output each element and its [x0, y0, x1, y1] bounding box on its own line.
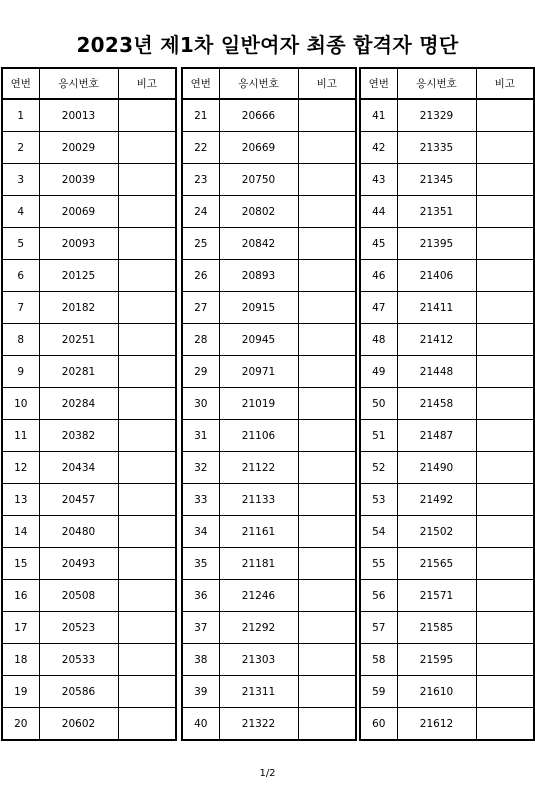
cell-exam-no: 21585 [397, 612, 476, 644]
table-row [360, 708, 534, 741]
table-row [182, 516, 356, 548]
table-row [182, 196, 356, 228]
cell-seq: 43 [360, 164, 397, 196]
page-title: 2023년 제1차 일반여자 최종 합격자 명단 [76, 33, 459, 57]
cell-seq: 4 [2, 196, 39, 228]
cell-remarks [118, 99, 176, 132]
cell-exam-no: 20586 [39, 676, 118, 708]
table-row [360, 580, 534, 612]
cell-exam-no: 20069 [39, 196, 118, 228]
cell-exam-no: 21181 [219, 548, 298, 580]
cell-exam-no: 20533 [39, 644, 118, 676]
cell-exam-no: 21595 [397, 644, 476, 676]
cell-remarks [118, 708, 176, 741]
cell-exam-no: 21406 [397, 260, 476, 292]
cell-exam-no: 21351 [397, 196, 476, 228]
cell-remarks [118, 228, 176, 260]
cell-remarks [476, 548, 534, 580]
cell-remarks [476, 644, 534, 676]
table-row [2, 228, 176, 260]
cell-exam-no: 20480 [39, 516, 118, 548]
table-row [360, 548, 534, 580]
cell-exam-no: 20493 [39, 548, 118, 580]
cell-remarks [298, 676, 356, 708]
header-exam-no: 응시번호 [219, 68, 298, 99]
cell-seq: 7 [2, 292, 39, 324]
table-row [360, 388, 534, 420]
cell-seq: 49 [360, 356, 397, 388]
cell-remarks [298, 420, 356, 452]
table-row [2, 516, 176, 548]
cell-seq: 18 [2, 644, 39, 676]
cell-remarks [118, 644, 176, 676]
table-row [182, 99, 356, 132]
cell-remarks [118, 676, 176, 708]
cell-seq: 35 [182, 548, 219, 580]
cell-remarks [118, 292, 176, 324]
cell-seq: 1 [2, 99, 39, 132]
table-row [182, 676, 356, 708]
cell-seq: 25 [182, 228, 219, 260]
table-row [360, 452, 534, 484]
cell-exam-no: 21411 [397, 292, 476, 324]
table-row [182, 548, 356, 580]
table-row [182, 292, 356, 324]
cell-seq: 31 [182, 420, 219, 452]
cell-seq: 30 [182, 388, 219, 420]
cell-seq: 10 [2, 388, 39, 420]
cell-remarks [298, 580, 356, 612]
cell-remarks [476, 196, 534, 228]
cell-remarks [476, 228, 534, 260]
cell-exam-no: 21106 [219, 420, 298, 452]
table-row [360, 132, 534, 164]
cell-seq: 59 [360, 676, 397, 708]
cell-seq: 39 [182, 676, 219, 708]
table-row [2, 132, 176, 164]
cell-remarks [298, 356, 356, 388]
cell-exam-no: 21612 [397, 708, 476, 741]
cell-remarks [118, 452, 176, 484]
table-row [360, 356, 534, 388]
cell-remarks [298, 484, 356, 516]
cell-exam-no: 20508 [39, 580, 118, 612]
cell-remarks [476, 292, 534, 324]
table-row [2, 356, 176, 388]
cell-remarks [298, 196, 356, 228]
table-row [182, 324, 356, 356]
results-table-3 [359, 67, 535, 741]
cell-seq: 42 [360, 132, 397, 164]
table-row [360, 676, 534, 708]
cell-exam-no: 21246 [219, 580, 298, 612]
cell-remarks [476, 324, 534, 356]
table-row [182, 420, 356, 452]
cell-seq: 19 [2, 676, 39, 708]
page-number: 1/2 [259, 768, 276, 779]
cell-seq: 56 [360, 580, 397, 612]
table-row [2, 612, 176, 644]
table-row [182, 132, 356, 164]
table-row [360, 484, 534, 516]
cell-seq: 12 [2, 452, 39, 484]
cell-exam-no: 21133 [219, 484, 298, 516]
cell-exam-no: 20893 [219, 260, 298, 292]
table-row [182, 260, 356, 292]
table-row [360, 228, 534, 260]
cell-remarks [298, 612, 356, 644]
cell-remarks [476, 164, 534, 196]
cell-remarks [118, 356, 176, 388]
cell-remarks [298, 99, 356, 132]
cell-remarks [298, 324, 356, 356]
table-row [182, 164, 356, 196]
table-row [182, 356, 356, 388]
cell-exam-no: 20284 [39, 388, 118, 420]
table-row [182, 228, 356, 260]
cell-exam-no: 21303 [219, 644, 298, 676]
cell-remarks [476, 484, 534, 516]
table-row [2, 644, 176, 676]
table-row [2, 292, 176, 324]
results-table-2 [181, 67, 357, 741]
cell-exam-no: 20093 [39, 228, 118, 260]
cell-exam-no: 21329 [397, 99, 476, 132]
table-row [182, 612, 356, 644]
cell-remarks [118, 580, 176, 612]
cell-remarks [118, 388, 176, 420]
cell-exam-no: 21019 [219, 388, 298, 420]
cell-exam-no: 21412 [397, 324, 476, 356]
cell-seq: 13 [2, 484, 39, 516]
table-row [182, 484, 356, 516]
cell-exam-no: 20602 [39, 708, 118, 741]
cell-exam-no: 21565 [397, 548, 476, 580]
cell-seq: 20 [2, 708, 39, 741]
table-row [2, 260, 176, 292]
cell-exam-no: 20125 [39, 260, 118, 292]
cell-exam-no: 20281 [39, 356, 118, 388]
table-header-row [182, 68, 356, 99]
cell-exam-no: 20971 [219, 356, 298, 388]
table-row [360, 99, 534, 132]
table-row [2, 196, 176, 228]
cell-seq: 50 [360, 388, 397, 420]
cell-exam-no: 20915 [219, 292, 298, 324]
cell-remarks [118, 612, 176, 644]
cell-seq: 8 [2, 324, 39, 356]
cell-remarks [476, 580, 534, 612]
cell-exam-no: 21161 [219, 516, 298, 548]
table-row [2, 548, 176, 580]
cell-remarks [476, 516, 534, 548]
cell-remarks [118, 324, 176, 356]
table-row [182, 452, 356, 484]
cell-exam-no: 20802 [219, 196, 298, 228]
cell-remarks [476, 356, 534, 388]
cell-seq: 57 [360, 612, 397, 644]
table-row [2, 676, 176, 708]
cell-remarks [118, 548, 176, 580]
cell-remarks [476, 612, 534, 644]
header-seq: 연번 [182, 68, 219, 99]
table-row [360, 196, 534, 228]
cell-remarks [298, 516, 356, 548]
table-row [2, 99, 176, 132]
cell-seq: 14 [2, 516, 39, 548]
cell-exam-no: 20666 [219, 99, 298, 132]
cell-seq: 44 [360, 196, 397, 228]
cell-remarks [476, 132, 534, 164]
cell-remarks [298, 644, 356, 676]
table-row [360, 516, 534, 548]
table-row [2, 388, 176, 420]
cell-seq: 24 [182, 196, 219, 228]
cell-seq: 2 [2, 132, 39, 164]
cell-seq: 48 [360, 324, 397, 356]
cell-exam-no: 21292 [219, 612, 298, 644]
cell-seq: 38 [182, 644, 219, 676]
cell-remarks [118, 164, 176, 196]
cell-exam-no: 21458 [397, 388, 476, 420]
cell-seq: 47 [360, 292, 397, 324]
cell-seq: 15 [2, 548, 39, 580]
cell-seq: 23 [182, 164, 219, 196]
cell-seq: 32 [182, 452, 219, 484]
cell-remarks [118, 260, 176, 292]
header-remarks: 비고 [118, 68, 176, 99]
cell-seq: 46 [360, 260, 397, 292]
cell-seq: 51 [360, 420, 397, 452]
cell-seq: 21 [182, 99, 219, 132]
table-row [182, 644, 356, 676]
cell-remarks [476, 99, 534, 132]
cell-exam-no: 20251 [39, 324, 118, 356]
cell-exam-no: 20842 [219, 228, 298, 260]
cell-seq: 26 [182, 260, 219, 292]
cell-remarks [476, 452, 534, 484]
cell-exam-no: 21395 [397, 228, 476, 260]
cell-exam-no: 20182 [39, 292, 118, 324]
cell-seq: 52 [360, 452, 397, 484]
cell-remarks [298, 388, 356, 420]
table-row [182, 580, 356, 612]
cell-remarks [298, 452, 356, 484]
cell-seq: 3 [2, 164, 39, 196]
cell-seq: 54 [360, 516, 397, 548]
table-row [2, 484, 176, 516]
cell-seq: 28 [182, 324, 219, 356]
cell-remarks [118, 516, 176, 548]
cell-remarks [476, 708, 534, 741]
cell-remarks [118, 196, 176, 228]
cell-remarks [118, 132, 176, 164]
cell-exam-no: 21610 [397, 676, 476, 708]
table-row [2, 164, 176, 196]
cell-remarks [476, 676, 534, 708]
table-row [2, 420, 176, 452]
cell-seq: 5 [2, 228, 39, 260]
cell-seq: 33 [182, 484, 219, 516]
cell-remarks [298, 260, 356, 292]
cell-seq: 6 [2, 260, 39, 292]
cell-exam-no: 20457 [39, 484, 118, 516]
cell-exam-no: 20523 [39, 612, 118, 644]
table-row [2, 324, 176, 356]
cell-seq: 11 [2, 420, 39, 452]
cell-seq: 27 [182, 292, 219, 324]
cell-seq: 41 [360, 99, 397, 132]
table-row [360, 324, 534, 356]
table-row [360, 420, 534, 452]
cell-exam-no: 20039 [39, 164, 118, 196]
cell-seq: 58 [360, 644, 397, 676]
cell-seq: 60 [360, 708, 397, 741]
cell-exam-no: 21492 [397, 484, 476, 516]
cell-seq: 37 [182, 612, 219, 644]
table-row [2, 452, 176, 484]
cell-remarks [298, 228, 356, 260]
table-row [360, 612, 534, 644]
table-row [182, 388, 356, 420]
cell-exam-no: 20029 [39, 132, 118, 164]
table-row [360, 292, 534, 324]
cell-seq: 55 [360, 548, 397, 580]
cell-exam-no: 20382 [39, 420, 118, 452]
header-exam-no: 응시번호 [39, 68, 118, 99]
cell-exam-no: 20434 [39, 452, 118, 484]
cell-seq: 22 [182, 132, 219, 164]
cell-seq: 17 [2, 612, 39, 644]
cell-exam-no: 21487 [397, 420, 476, 452]
cell-remarks [298, 292, 356, 324]
results-table-1 [1, 67, 177, 741]
header-remarks: 비고 [476, 68, 534, 99]
cell-remarks [476, 260, 534, 292]
cell-exam-no: 21335 [397, 132, 476, 164]
table-row [360, 260, 534, 292]
cell-remarks [298, 132, 356, 164]
table-row [182, 708, 356, 741]
cell-exam-no: 20669 [219, 132, 298, 164]
cell-exam-no: 21122 [219, 452, 298, 484]
cell-exam-no: 21322 [219, 708, 298, 741]
cell-exam-no: 21448 [397, 356, 476, 388]
cell-seq: 45 [360, 228, 397, 260]
header-seq: 연번 [360, 68, 397, 99]
header-exam-no: 응시번호 [397, 68, 476, 99]
cell-remarks [476, 388, 534, 420]
cell-remarks [298, 164, 356, 196]
cell-exam-no: 21571 [397, 580, 476, 612]
cell-remarks [118, 484, 176, 516]
cell-seq: 29 [182, 356, 219, 388]
cell-seq: 34 [182, 516, 219, 548]
header-seq: 연번 [2, 68, 39, 99]
cell-remarks [118, 420, 176, 452]
table-header-row [360, 68, 534, 99]
cell-remarks [298, 708, 356, 741]
cell-exam-no: 21502 [397, 516, 476, 548]
table-row [360, 644, 534, 676]
header-remarks: 비고 [298, 68, 356, 99]
cell-exam-no: 20013 [39, 99, 118, 132]
cell-exam-no: 21311 [219, 676, 298, 708]
table-row [2, 708, 176, 741]
cell-exam-no: 20750 [219, 164, 298, 196]
cell-exam-no: 21490 [397, 452, 476, 484]
cell-exam-no: 21345 [397, 164, 476, 196]
table-row [2, 580, 176, 612]
cell-seq: 40 [182, 708, 219, 741]
table-header-row [2, 68, 176, 99]
cell-seq: 36 [182, 580, 219, 612]
cell-remarks [298, 548, 356, 580]
table-row [360, 164, 534, 196]
cell-seq: 9 [2, 356, 39, 388]
cell-exam-no: 20945 [219, 324, 298, 356]
cell-seq: 53 [360, 484, 397, 516]
cell-seq: 16 [2, 580, 39, 612]
cell-remarks [476, 420, 534, 452]
